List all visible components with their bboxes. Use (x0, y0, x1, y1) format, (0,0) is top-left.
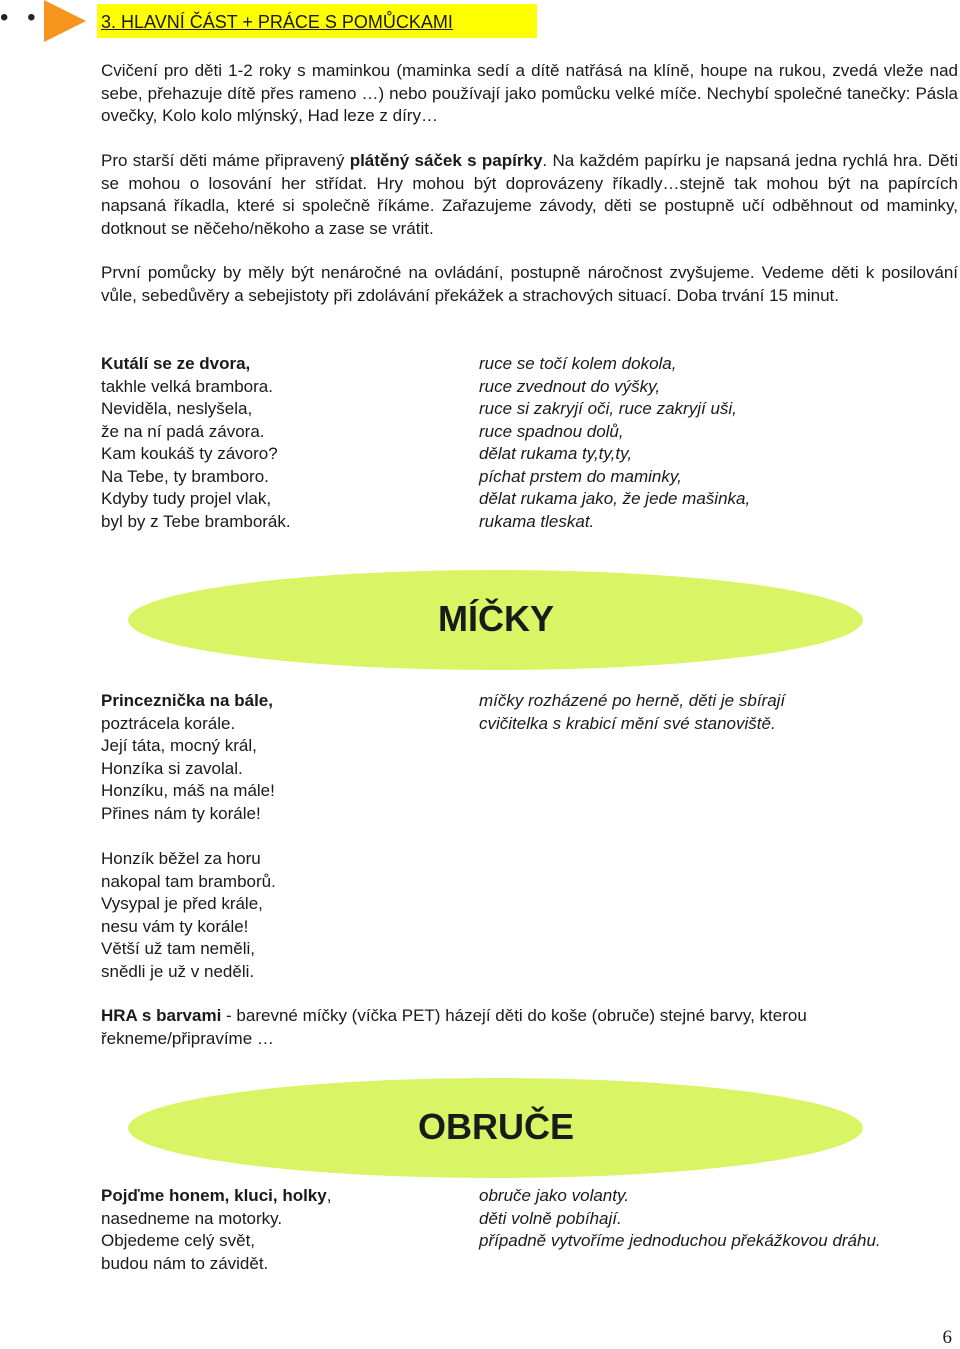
poem-line: Kam koukáš ty závoro? (101, 444, 278, 463)
section-heading-highlight (97, 4, 537, 38)
poem-line: Větší už tam neměli, (101, 939, 256, 958)
poem-line: Její táta, mocný král, (101, 736, 257, 755)
orange-arrow-icon (44, 0, 86, 42)
action-line: děti volně pobíhají. (479, 1208, 622, 1228)
poem-line: poztrácela korále. (101, 713, 236, 733)
poem-line: Honzíka si zavolal. (101, 758, 243, 778)
poem-brambora (101, 353, 471, 533)
poem-line: Přines nám ty korále! (101, 803, 261, 823)
intro-p2-text-a: Pro starší děti máme připravený (101, 151, 350, 170)
poem-line: nakopal tam bramborů. (101, 871, 276, 891)
action-line: ruce si zakryjí oči, ruce zakryjí uši, (479, 399, 737, 418)
obruce-actions (479, 1185, 954, 1253)
poem-line: Vysypal je před krále, (101, 894, 263, 913)
action-line: rukama tleskat. (479, 511, 595, 531)
action-line: obruče jako volanty. (479, 1186, 629, 1205)
poem-line: nasedneme na motorky. (101, 1208, 283, 1228)
poem-first-line-rest: , (326, 1186, 332, 1205)
game-colors-paragraph (101, 1005, 958, 1050)
intro-p2-bold: plátěný sáček s papírky (349, 151, 543, 170)
poem-line: Kdyby tudy projel vlak, (101, 489, 272, 508)
action-line: míčky rozházené po herně, děti je sbírají (479, 691, 786, 710)
page-number: 6 (942, 1327, 952, 1348)
poem-line: Objedeme celý svět, (101, 1231, 256, 1250)
micky-actions (479, 690, 949, 735)
decorative-dots: • • • (0, 4, 69, 31)
poem-princeznicka (101, 690, 471, 825)
action-line: ruce zvednout do výšky, (479, 376, 661, 396)
poem-first-line-bold: Pojďme honem, kluci, holky (101, 1186, 327, 1205)
poem-line: Na Tebe, ty bramboro. (101, 466, 269, 486)
micky-title: MÍČKY (438, 598, 554, 639)
intro-p2-text-b: . Na každém papírku je napsaná jedna rychlá hra. Děti se mohou o losování her střídat. Hry mohou být doprovázeny říkadly…stejně tak mohou být na papírcích napsaná říkadla, které si společně říkáme. Zařazujeme závody, děti se postupně učí odběhnout od maminky, dotknout se něčeho/někoho a zase se vrátit. (101, 151, 958, 238)
poem-line: Honzíku, máš na mále! (101, 781, 275, 800)
intro-paragraph-1: Cvičení pro děti 1-2 roky s maminkou (maminka sedí a dítě natřásá na klíně, houpe na rukou, zvedá vleže nad sebe, přehazuje dítě přes rameno …) nebo používají jako pomůcku velké míče. Nechybí společné tanečky: Pásla ovečky, Kolo kolo mlýnský, Had leze z díry… (101, 61, 958, 125)
poem-line: budou nám to závidět. (101, 1253, 269, 1273)
poem-line: byl by z Tebe bramborák. (101, 511, 291, 531)
poem-brambora-actions (479, 353, 849, 533)
poem-line: Kutálí se ze dvora, (101, 354, 251, 373)
poem-line: že na ní padá závora. (101, 421, 265, 441)
action-line: dělat rukama ty,ty,ty, (479, 444, 633, 463)
poem-motorky (101, 1185, 471, 1275)
poem-line: nesu vám ty korále! (101, 916, 249, 936)
action-line: ruce spadnou dolů, (479, 421, 624, 441)
poem-line: snědli je už v neděli. (101, 961, 255, 981)
intro-paragraph-3: První pomůcky by měly být nenáročné na ovládání, postupně náročnost zvyšujeme. Vedeme děti k posilování vůle, sebedůvěry a sebejistoty při zdolávání překážek a strachových situací. Doba trvání 15 minut. (101, 263, 958, 305)
poem-line: Neviděla, neslyšela, (101, 399, 253, 418)
action-line: případně vytvoříme jednoduchou překážkovou dráhu. (479, 1231, 881, 1250)
action-line: píchat prstem do maminky, (479, 466, 682, 486)
action-line: dělat rukama jako, že jede mašinka, (479, 489, 751, 508)
poem-line (101, 1185, 471, 1208)
poem-line: Honzík běžel za horu (101, 849, 261, 868)
obruce-title: OBRUČE (417, 1106, 574, 1147)
game-description: - barevné míčky (víčka PET) házejí děti do koše (obruče) stejné barvy, kterou řekneme/připravíme … (101, 1006, 807, 1048)
intro-paragraph-2 (101, 150, 958, 240)
action-line: cvičitelka s krabicí mění své stanoviště. (479, 713, 776, 733)
poem-princeznicka-verse-2 (101, 848, 471, 983)
poem-line: takhle velká brambora. (101, 376, 273, 396)
game-title: HRA s barvami (101, 1006, 222, 1025)
action-line: ruce se točí kolem dokola, (479, 354, 677, 373)
poem-line: Princeznička na bále, (101, 691, 273, 710)
section-heading: 3. HLAVNÍ ČÁST + PRÁCE S POMŮCKAMI (101, 12, 453, 32)
